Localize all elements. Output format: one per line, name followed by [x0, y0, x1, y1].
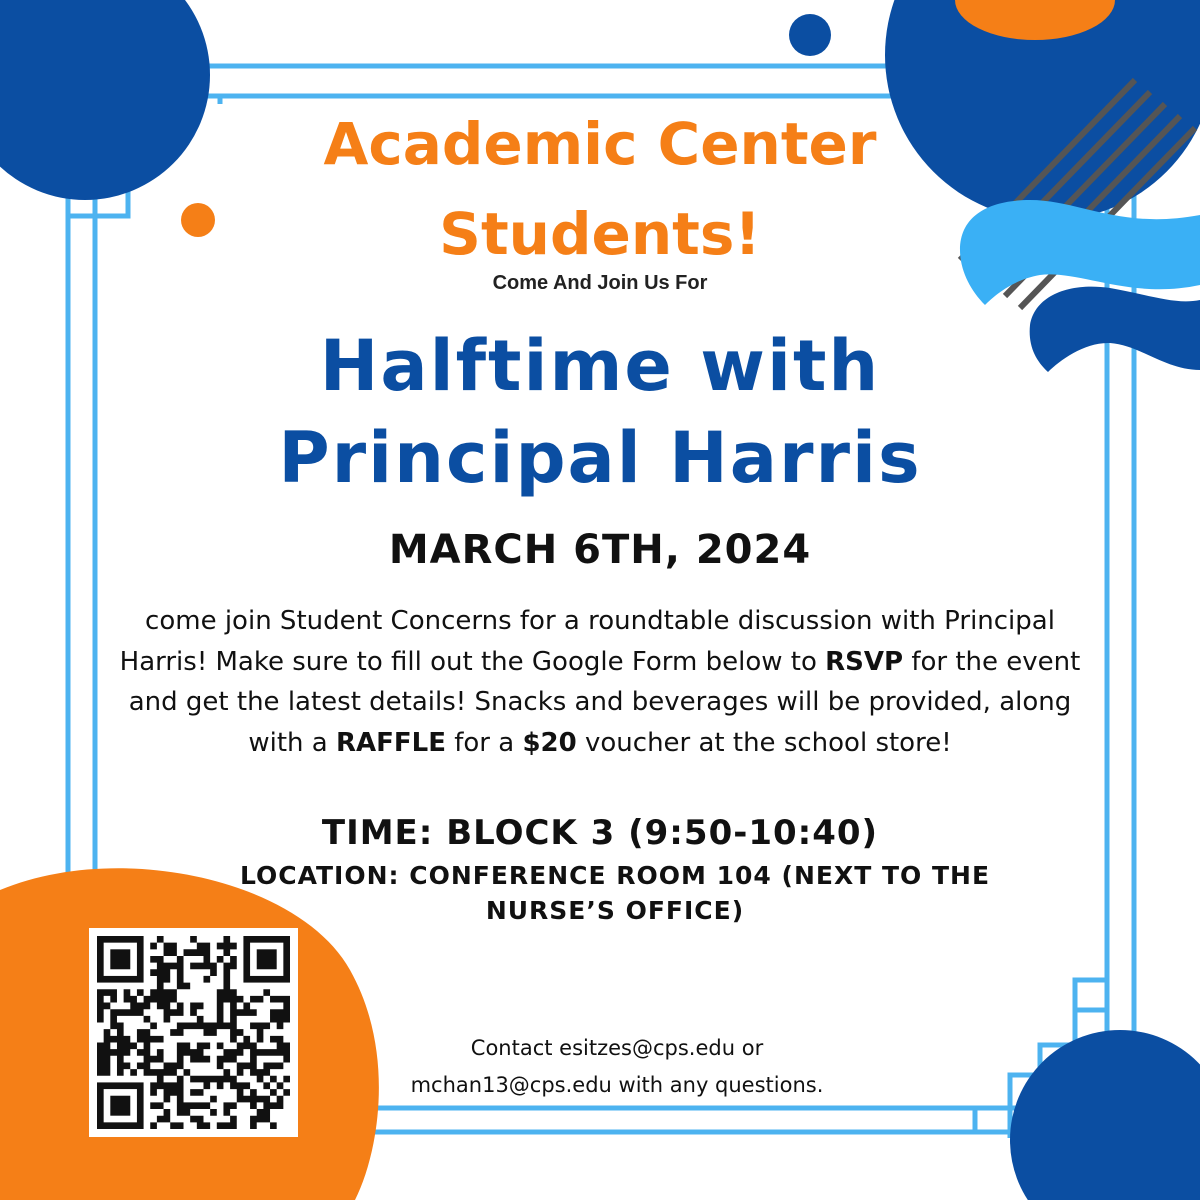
- qr-finder-center: [110, 1096, 130, 1116]
- description-text: for the event and get the latest details! Snacks and beverages will be provided, along with a: [128, 646, 1081, 758]
- contact-line-1: Contact esitzes@cps.edu or: [470, 1036, 764, 1060]
- qr-finder-center: [257, 949, 277, 969]
- blue-dot: [789, 14, 831, 56]
- event-title-line-2: Principal Harris: [278, 417, 922, 499]
- event-time: TIME: BLOCK 3 (9:50-10:40): [321, 813, 879, 853]
- heading-line-1: Academic Center: [323, 110, 877, 178]
- event-title-line-1: Halftime with: [319, 325, 881, 407]
- qr-code-icon[interactable]: [89, 928, 298, 1137]
- contact-line-2: mchan13@cps.edu with any questions.: [410, 1073, 824, 1097]
- description-text: come join Student Concerns for a roundtable discussion with Principal Harris! Make sure to fill out the Google Form below to: [119, 606, 1055, 677]
- event-location: LOCATION: CONFERENCE ROOM 104 (NEXT TO THE NURSE’S OFFICE): [239, 861, 991, 925]
- description-text: for a: [445, 727, 523, 758]
- event-date: MARCH 6TH, 2024: [388, 527, 812, 573]
- heading-line-2: Students!: [439, 200, 761, 268]
- voucher-amount: $20: [522, 727, 577, 758]
- qr-code-graphic: [89, 928, 298, 1137]
- description-text: voucher at the school store!: [576, 727, 952, 758]
- subtitle: Come And Join Us For: [492, 272, 708, 294]
- contact-info: [300, 1030, 934, 1104]
- qr-finder-center: [110, 949, 130, 969]
- event-description: [110, 601, 1090, 763]
- rsvp-emphasis: RSVP: [825, 646, 904, 677]
- raffle-emphasis: RAFFLE: [335, 727, 446, 758]
